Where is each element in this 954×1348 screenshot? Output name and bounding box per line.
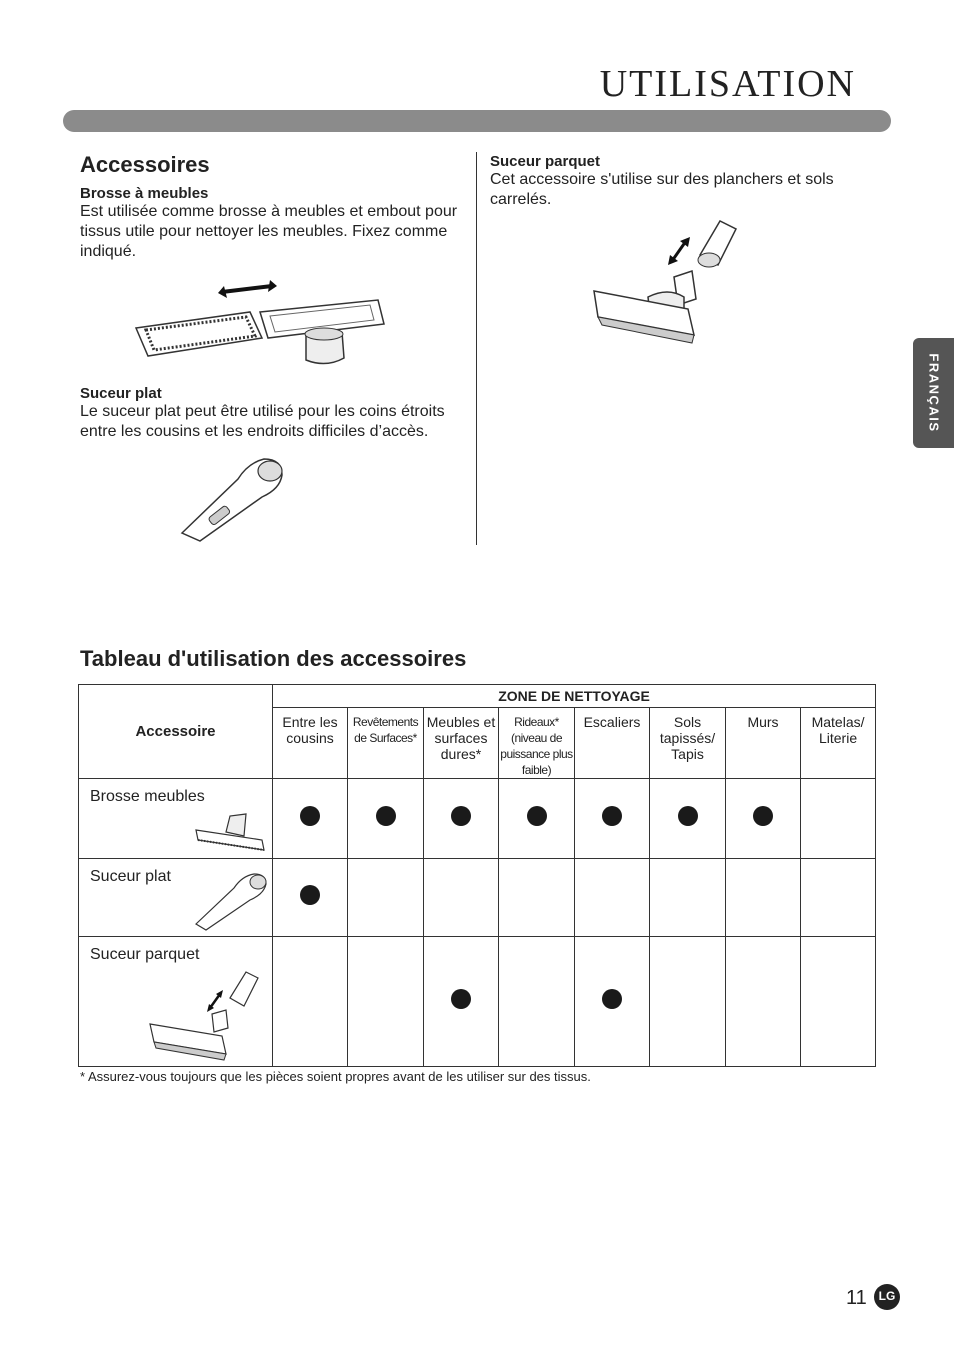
- accessory-name: Brosse meubles: [90, 788, 205, 805]
- usage-dot-icon: [300, 806, 320, 826]
- column-divider: [476, 152, 477, 545]
- usage-cell: [424, 859, 499, 937]
- usage-cell: [348, 859, 424, 937]
- usage-cell: [726, 779, 801, 859]
- brosse-text: Est utilisée comme brosse à meubles et embout pour tissus utile pour nettoyer les meubles. Fixez comme indiqué.: [80, 203, 458, 260]
- usage-dot-icon: [678, 806, 698, 826]
- floor-nozzle-icon: [146, 968, 268, 1062]
- floor-nozzle-illustration: [588, 215, 748, 350]
- furniture-brush-illustration: [130, 276, 390, 372]
- usage-cell: [273, 779, 348, 859]
- usage-cell: [424, 937, 499, 1067]
- column-header: Revêtements de Surfaces*: [348, 708, 424, 779]
- usage-dot-icon: [451, 989, 471, 1009]
- accessory-name: Suceur plat: [90, 868, 171, 885]
- usage-cell: [499, 859, 575, 937]
- table-row: [79, 859, 876, 937]
- suceur-parquet-section: [490, 153, 880, 210]
- usage-dot-icon: [602, 989, 622, 1009]
- usage-cell: [726, 937, 801, 1067]
- accessory-cell: [79, 937, 273, 1067]
- column-header: Meubles et surfaces dures*: [424, 708, 499, 779]
- usage-cell: [273, 937, 348, 1067]
- suceur-parquet-title: Suceur parquet: [490, 153, 601, 170]
- page-title: UTILISATION: [599, 63, 856, 105]
- footnote: * Assurez-vous toujours que les pièces soient propres avant de les utiliser sur des tissus.: [80, 1069, 591, 1084]
- usage-cell: [499, 937, 575, 1067]
- column-header: Escaliers: [575, 708, 650, 779]
- page-number: 11: [846, 1287, 867, 1309]
- crevice-tool-illustration: [178, 455, 288, 545]
- usage-cell: [801, 937, 876, 1067]
- table-row: [79, 937, 876, 1067]
- accessory-name: Suceur parquet: [90, 946, 200, 963]
- suceur-plat-title: Suceur plat: [80, 385, 162, 402]
- brosse-title: Brosse à meubles: [80, 185, 209, 202]
- table-row: [79, 779, 876, 859]
- usage-cell: [424, 779, 499, 859]
- crevice-tool-icon: [192, 870, 268, 932]
- accessoires-heading: Accessoires: [80, 152, 210, 177]
- lg-logo-text: LG: [878, 1289, 896, 1303]
- usage-dot-icon: [376, 806, 396, 826]
- accessory-cell: [79, 779, 273, 859]
- lg-logo-icon: [874, 1284, 900, 1310]
- accessory-header: Accessoire: [79, 685, 273, 779]
- usage-cell: [575, 779, 650, 859]
- usage-cell: [575, 859, 650, 937]
- usage-cell: [801, 779, 876, 859]
- column-header: Matelas/ Literie: [801, 708, 876, 779]
- column-header: Entre les cousins: [273, 708, 348, 779]
- zone-header: ZONE DE NETTOYAGE: [273, 685, 876, 708]
- usage-cell: [650, 937, 726, 1067]
- suceur-plat-text: Le suceur plat peut être utilisé pour les coins étroits entre les cousins et les endroits difficiles d’accès.: [80, 403, 445, 440]
- title-bar: [63, 110, 891, 132]
- usage-cell: [273, 859, 348, 937]
- usage-cell: [499, 779, 575, 859]
- language-tab: [913, 338, 954, 448]
- usage-dot-icon: [451, 806, 471, 826]
- usage-dot-icon: [753, 806, 773, 826]
- table-heading: Tableau d'utilisation des accessoires: [80, 646, 467, 671]
- language-tab-label: FRANÇAIS: [926, 353, 941, 433]
- column-header: Murs: [726, 708, 801, 779]
- usage-table: [78, 684, 876, 1067]
- column-header: Sols tapissés/ Tapis: [650, 708, 726, 779]
- suceur-plat-section: [80, 385, 470, 442]
- usage-dot-icon: [300, 885, 320, 905]
- usage-cell: [650, 859, 726, 937]
- usage-cell: [726, 859, 801, 937]
- accessory-cell: [79, 859, 273, 937]
- usage-cell: [575, 937, 650, 1067]
- usage-cell: [348, 779, 424, 859]
- usage-cell: [650, 779, 726, 859]
- furniture-brush-icon: [192, 810, 268, 854]
- suceur-parquet-text: Cet accessoire s'utilise sur des planchers et sols carrelés.: [490, 171, 834, 208]
- usage-cell: [801, 859, 876, 937]
- brosse-section: [80, 185, 465, 262]
- usage-dot-icon: [602, 806, 622, 826]
- column-header: Rideaux* (niveau de puissance plus faible): [499, 708, 575, 779]
- usage-cell: [348, 937, 424, 1067]
- usage-dot-icon: [527, 806, 547, 826]
